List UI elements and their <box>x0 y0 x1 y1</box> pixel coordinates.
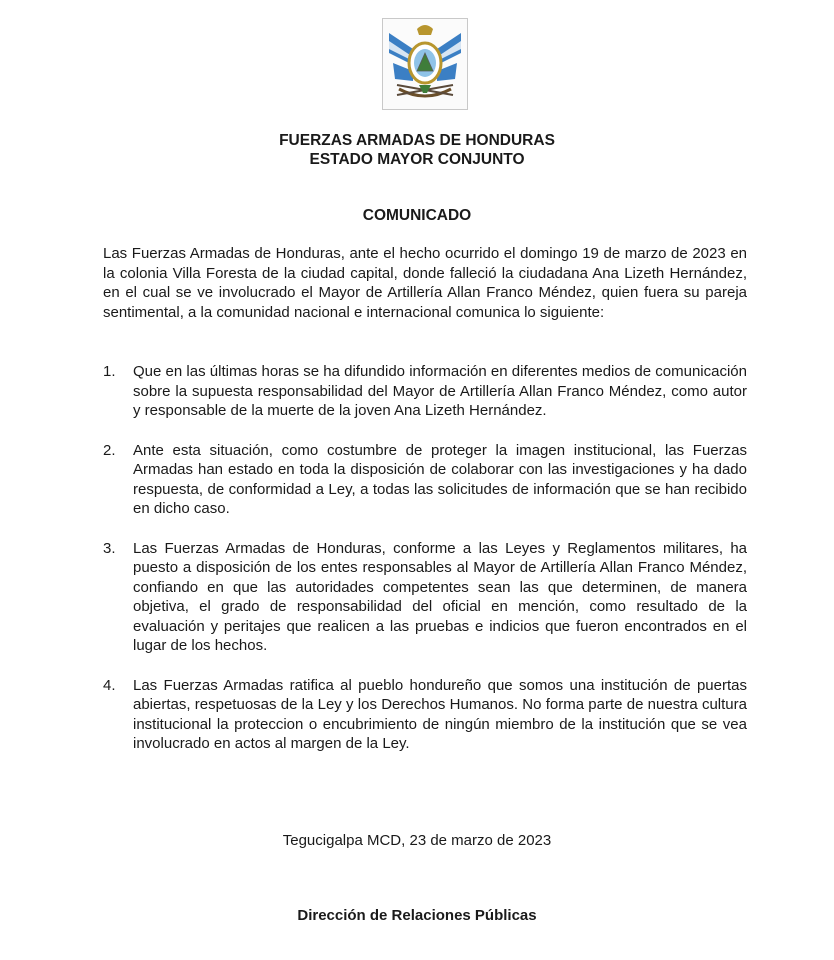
list-item <box>103 362 747 421</box>
org-subdivision: ESTADO MAYOR CONJUNTO <box>309 151 525 168</box>
statement-list <box>103 362 747 774</box>
list-item <box>103 441 747 519</box>
item-number: 2. <box>103 441 116 459</box>
item-text: Las Fuerzas Armadas ratifica al pueblo hondureño que somos una institución de puertas abiertas, respetuosas de la Ley y los Derechos Humanos. No forma parte de nuestra cultura institucional la proteccion o encubrimiento de ningún miembro de la institución que se vea involucrado en actos al margen de la Ley. <box>133 676 747 752</box>
place-and-date: Tegucigalpa MCD, 23 de marzo de 2023 <box>282 832 552 849</box>
signature-department: Dirección de Relaciones Públicas <box>297 907 537 924</box>
list-item <box>103 539 747 656</box>
item-number: 4. <box>103 676 116 694</box>
organization-header <box>0 131 834 169</box>
coat-of-arms-icon <box>382 18 468 110</box>
intro-paragraph: Las Fuerzas Armadas de Honduras, ante el hecho ocurrido el domingo 19 de marzo de 2023 en la colonia Villa Foresta de la ciudad capital, donde falleció la ciudadana Ana Lizeth Hernández, en el cual se ve involucrado el Mayor de Artillería Allan Franco Méndez, quien fuera su pareja sentimental, a la comunidad nacional e internacional comunica lo siguiente: <box>103 245 747 321</box>
item-text: Las Fuerzas Armadas de Honduras, conforme a las Leyes y Reglamentos militares, ha puesto a disposición de los entes responsables al Mayor de Artillería Allan Franco Méndez, confiando en que las autoridades competentes sean las que determinen, de manera objetiva, el grado de responsabilidad del oficial en mención, como resultado de la evaluación y peritajes que realicen a las pruebas e indicios que fueron encontrados en el lugar de los hechos. <box>133 539 747 654</box>
item-text: Ante esta situación, como costumbre de proteger la imagen institucional, las Fuerzas Armadas han estado en toda la disposición de colaborar con las investigaciones y ha dado respuesta, de conformidad a Ley, a todas las solicitudes de información que se han recibido en dicho caso. <box>133 441 747 517</box>
list-item <box>103 676 747 754</box>
item-number: 3. <box>103 539 116 557</box>
item-text: Que en las últimas horas se ha difundido información en diferentes medios de comunicación sobre la supuesta responsabilidad del Mayor de Artillería Allan Franco Méndez, como autor y responsable de la muerte de la joven Ana Lizeth Hernández. <box>133 363 747 419</box>
org-name: FUERZAS ARMADAS DE HONDURAS <box>279 132 555 149</box>
item-number: 1. <box>103 363 116 380</box>
document-title: COMUNICADO <box>362 207 472 224</box>
